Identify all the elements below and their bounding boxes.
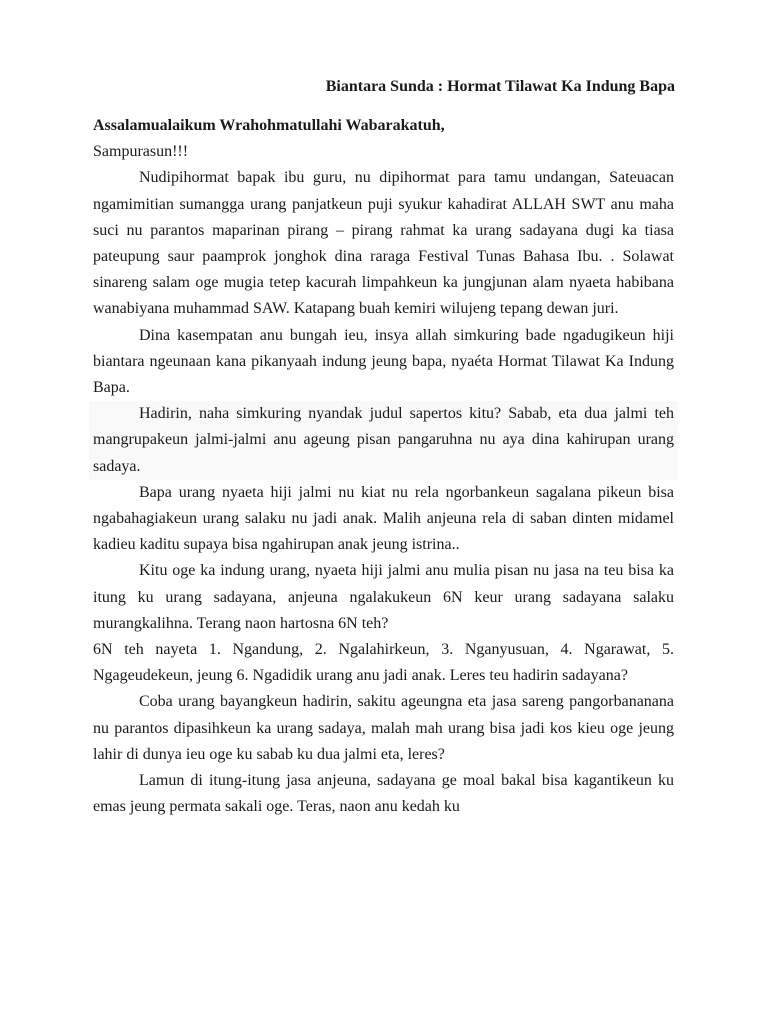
paragraph: 6N teh nayeta 1. Ngandung, 2. Ngalahirkeun, 3. Nganyusuan, 4. Ngarawat, 5. Ngageudekeun, jeung 6. Ngadidik urang anu jadi anak. Leres teu hadirin sadayana? xyxy=(93,641,674,685)
paragraph: Nudipihormat bapak ibu guru, nu dipihormat para tamu undangan, Sateuacan ngamimitian sumangga urang panjatkeun puji syukur kahadirat ALLAH SWT anu maha suci nu parantos maparinan pirang – pirang rahmat ka urang sadayana dugi ka tiasa pateupung saur paamprok jonghok dina raraga Festival Tunas Bahasa Ibu. . Solawat sinareng salam oge mugia tetep kacurah limpahkeun ka jungjunan alam nyaeta habibana wanabiyana muhammad SAW. Katapang buah kemiri wilujeng tepang dewan juri. xyxy=(93,169,674,318)
greeting-line: Assalamualaikum Wrahohmatullahi Wabarakatuh, xyxy=(93,117,445,134)
paragraph: Lamun di itung-itung jasa anjeuna, sadayana ge moal bakal bisa kagantikeun ku emas jeung permata sakali oge. Teras, naon anu kedah ku xyxy=(93,772,674,816)
paragraph: Bapa urang nyaeta hiji jalmi nu kiat nu rela ngorbankeun sagalana pikeun bisa ngabahagiakeun urang salaku nu jadi anak. Malih anjeuna rela di saban dinten midamel kadieu kaditu supaya bisa ngahirupan anak jeung istrina.. xyxy=(93,483,674,554)
paragraph: Kitu oge ka indung urang, nyaeta hiji jalmi anu mulia pisan nu jasa na teu bisa ka itung ku urang sadayana, anjeuna ngalakukeun 6N keur urang sadayana salaku murangkalihna. Terang naon hartosna 6N teh? xyxy=(93,562,674,632)
paragraph: Coba urang bayangkeun hadirin, sakitu ageungna eta jasa sareng pangorbananana nu parantos dipasihkeun ka urang sadaya, malah mah urang bisa jadi kos kieu oge jeung lahir di dunya ieu oge ku sabab ku dua jalmi eta, leres? xyxy=(93,693,674,763)
document-body xyxy=(93,113,674,820)
document-title: Biantara Sunda : Hormat Tilawat Ka Indung Bapa xyxy=(325,78,675,95)
paragraph: Hadirin, naha simkuring nyandak judul sapertos kitu? Sabab, eta dua jalmi teh mangrupakeun jalmi-jalmi anu ageung pisan pangaruhna nu aya dina kahirupan urang sadaya. xyxy=(89,401,678,480)
paragraph: Dina kasempatan anu bungah ieu, insya allah simkuring bade ngadugikeun hiji biantara ngeunaan kana pikanyaah indung jeung bapa, nyaéta Hormat Tilawat Ka Indung Bapa. xyxy=(93,326,674,397)
opening-line: Sampurasun!!! xyxy=(93,143,189,161)
